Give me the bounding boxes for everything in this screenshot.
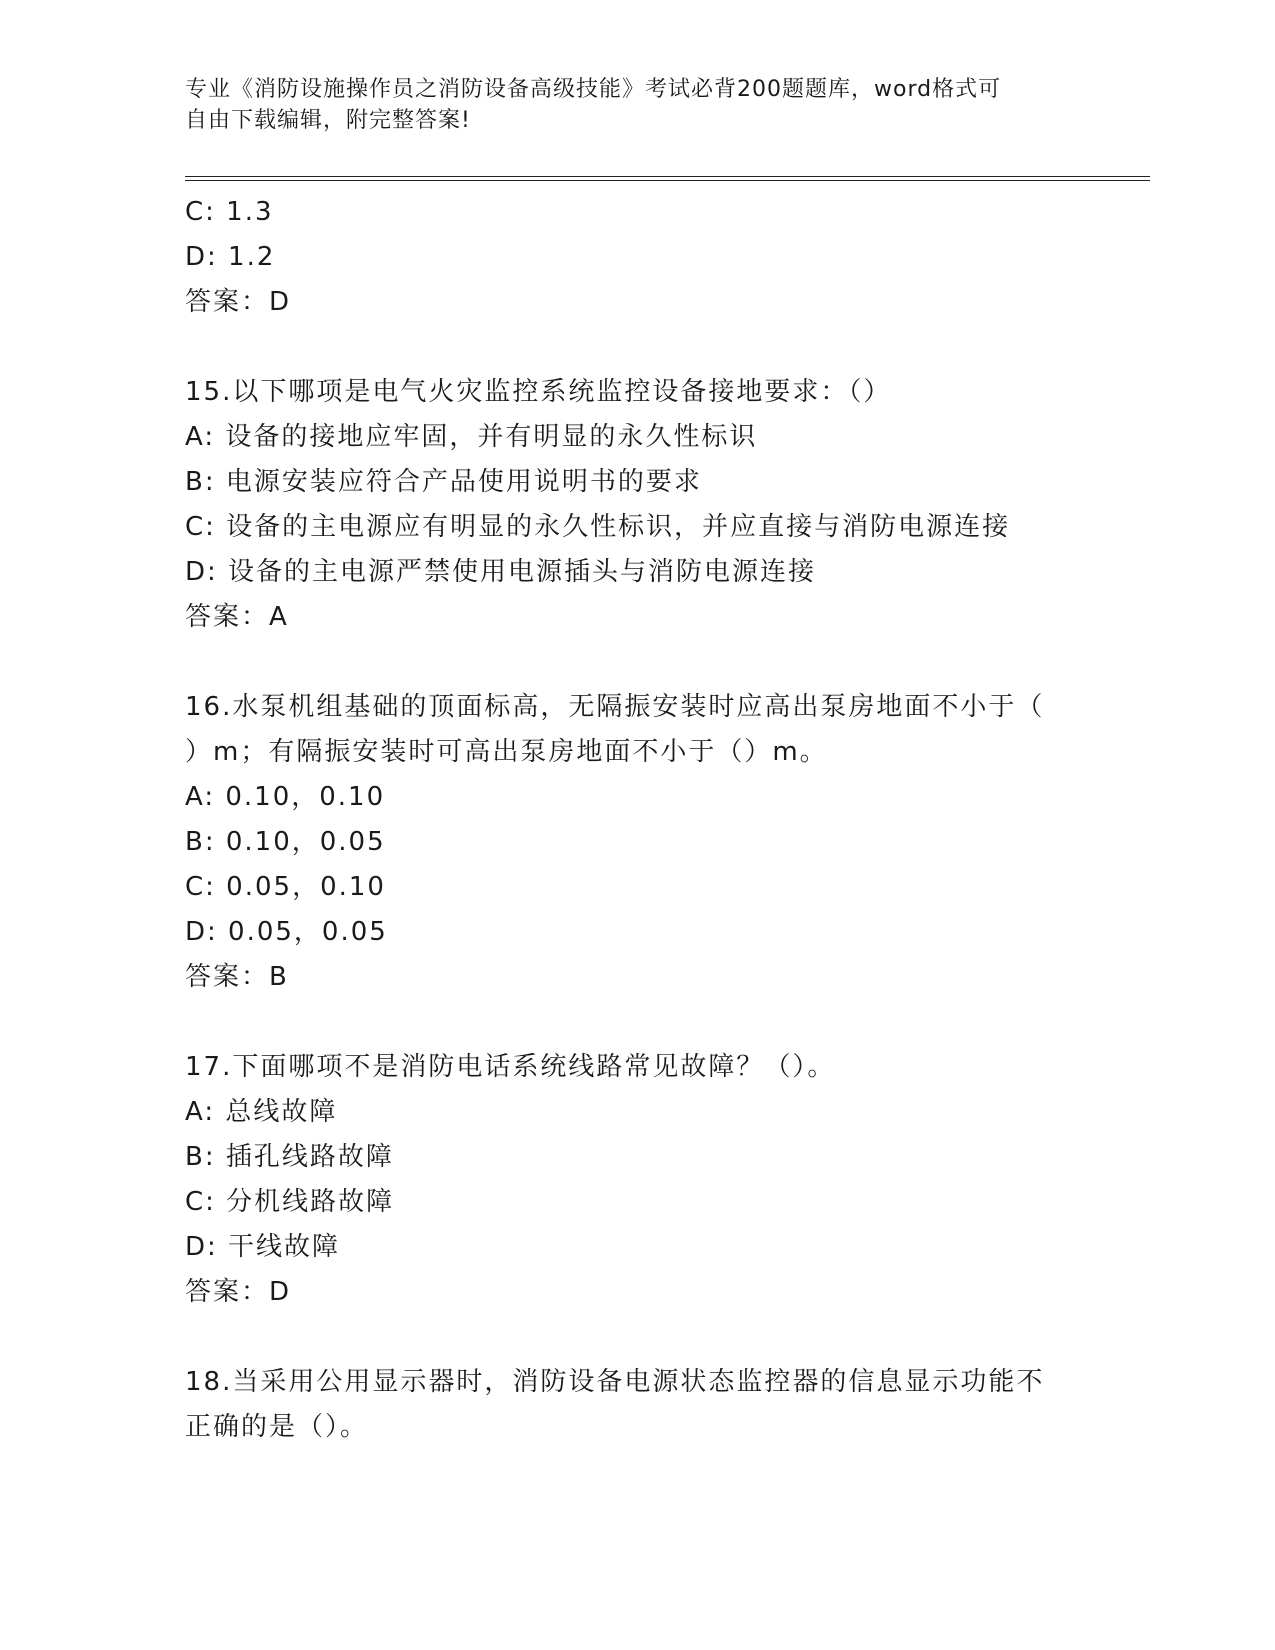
answer: 答案：B (185, 962, 289, 992)
spacer (185, 640, 1085, 685)
question-text: ）m；有隔振安装时可高出泵房地面不小于（）m。 (185, 737, 828, 767)
question-text: 15.以下哪项是电气火灾监控系统监控设备接地要求：（） (185, 377, 892, 407)
option-c: C: 0.05，0.10 (185, 872, 386, 902)
option-b: B: 0.10，0.05 (185, 827, 386, 857)
question-15 (185, 370, 1085, 640)
option-d: D: 1.2 (185, 242, 276, 272)
answer: 答案：D (185, 1277, 292, 1307)
option-a: A: 总线故障 (185, 1097, 338, 1127)
question-text: 17.下面哪项不是消防电话系统线路常见故障？（）。 (185, 1052, 836, 1082)
option-a: A: 0.10，0.10 (185, 782, 386, 812)
spacer (185, 1315, 1085, 1360)
option-d: D: 0.05，0.05 (185, 917, 388, 947)
answer: 答案：D (185, 287, 292, 317)
option-b: B: 插孔线路故障 (185, 1142, 394, 1172)
spacer (185, 1000, 1085, 1045)
question-list (185, 190, 1085, 1450)
option-d: D: 设备的主电源严禁使用电源插头与消防电源连接 (185, 557, 817, 587)
option-d: D: 干线故障 (185, 1232, 341, 1262)
page-header (185, 74, 1065, 136)
header-line-1: 专业《消防设施操作员之消防设备高级技能》考试必背200题题库，word格式可 (185, 77, 1002, 102)
option-c: C: 1.3 (185, 197, 274, 227)
prev-question (185, 190, 1085, 325)
question-text: 16.水泵机组基础的顶面标高，无隔振安装时应高出泵房地面不小于（ (185, 692, 1045, 722)
option-c: C: 设备的主电源应有明显的永久性标识，并应直接与消防电源连接 (185, 512, 1011, 542)
question-18 (185, 1360, 1085, 1450)
option-b: B: 电源安装应符合产品使用说明书的要求 (185, 467, 702, 497)
spacer (185, 325, 1085, 370)
header-line-2: 自由下载编辑，附完整答案! (185, 108, 471, 133)
question-16 (185, 685, 1085, 1000)
question-text: 18.当采用公用显示器时，消防设备电源状态监控器的信息显示功能不 (185, 1367, 1045, 1397)
answer: 答案：A (185, 602, 289, 632)
header-divider (185, 176, 1150, 181)
option-a: A: 设备的接地应牢固，并有明显的永久性标识 (185, 422, 758, 452)
question-17 (185, 1045, 1085, 1315)
option-c: C: 分机线路故障 (185, 1187, 395, 1217)
question-text: 正确的是（）。 (185, 1412, 369, 1442)
